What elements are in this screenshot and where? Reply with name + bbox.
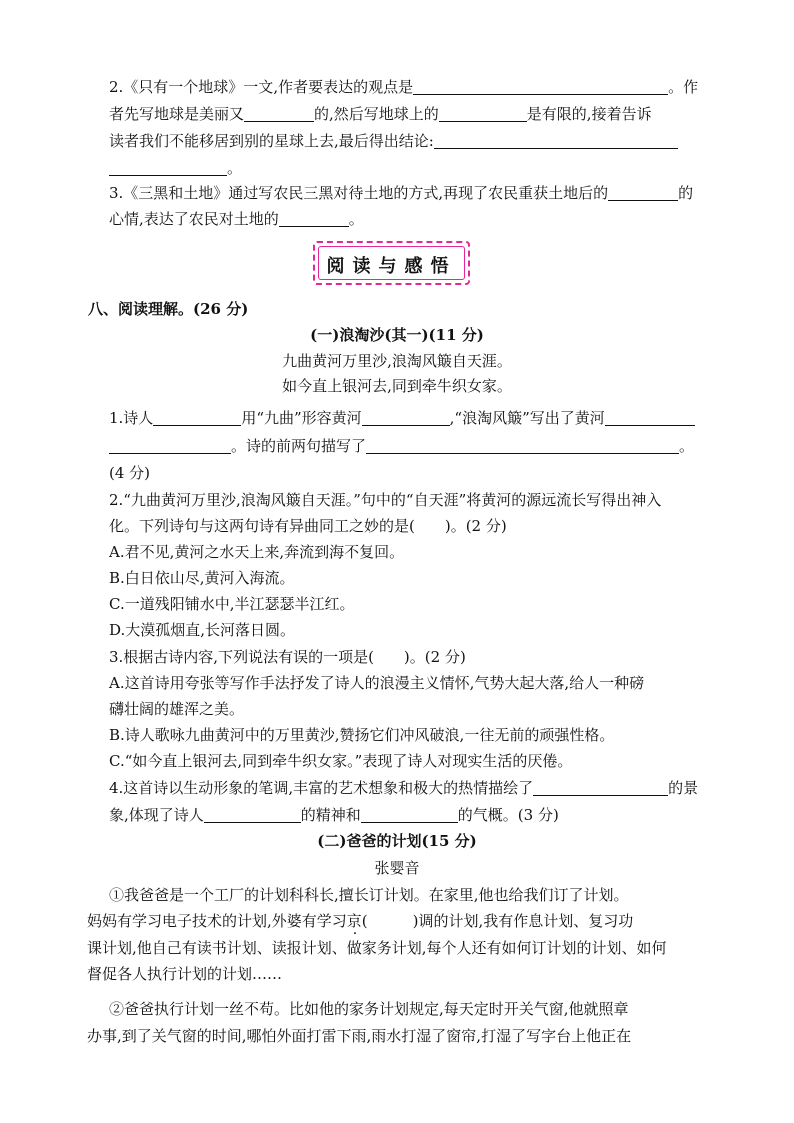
section-title: 阅读与感悟 (326, 256, 457, 277)
dotted-character: 京 (346, 912, 362, 930)
p4-line-2: 象,体现了诗人 的精神和 的气概。(3 分) (109, 806, 559, 824)
p3-option-c[interactable]: C.“如今直上银河去,同到牵牛织女家。”表现了诗人对现实生活的厌倦。 (109, 752, 573, 770)
poem-heading: (一)浪淘沙(其一)(11 分) (310, 326, 484, 344)
answer-blank[interactable] (533, 779, 668, 796)
q2-text: 2.《只有一个地球》一文,作者要表达的观点是 (109, 78, 414, 96)
p2-line-2: 化。下列诗句与这两句诗有异曲同工之妙的是( )。(2 分) (109, 517, 507, 535)
essay-p2-line-1: ②爸爸执行计划一丝不苟。比如他的家务计划规定,每天定时开关气窗,他就照章 (109, 1000, 629, 1018)
p3-line-1: 3.根据古诗内容,下列说法有误的一项是( )。(2 分) (109, 648, 466, 666)
answer-blank[interactable] (244, 105, 314, 122)
answer-blank[interactable] (439, 105, 527, 122)
q3-line-2: 心情,表达了农民对土地的 。 (109, 210, 364, 228)
answer-blank[interactable] (153, 409, 241, 426)
q2-line-4: 。 (109, 158, 242, 178)
p2-line-1: 2.“九曲黄河万里沙,浪淘风簸自天涯。”句中的“自天涯”将黄河的源远流长写得出神入 (109, 491, 662, 509)
answer-blank[interactable] (204, 806, 301, 823)
essay-p1-line-2: 妈妈有学习电子技术的计划,外婆有学习京( )调的计划,我有作息计划、复习功 (87, 912, 634, 930)
p3-option-b[interactable]: B.诗人歌咏九曲黄河中的万里黄沙,赞扬它们冲风破浪,一往无前的顽强性格。 (109, 726, 615, 744)
answer-blank[interactable] (279, 210, 349, 227)
answer-blank[interactable] (109, 159, 227, 176)
essay-p2-line-2: 办事,到了关气窗的时间,哪怕外面打雷下雨,雨水打湿了窗帘,打湿了写字台上他正在 (87, 1027, 632, 1045)
essay-heading: (二)爸爸的计划(15 分) (317, 832, 477, 850)
part8-heading: 八、阅读理解。(26 分) (88, 300, 249, 318)
poem-line-2: 如今直上银河去,同到牵牛织女家。 (282, 377, 512, 395)
answer-blank[interactable] (362, 409, 450, 426)
q2-line-3: 读者我们不能移居到别的星球上去,最后得出结论: (109, 131, 678, 151)
section-title-box (313, 241, 470, 285)
q2-line-1: 2.《只有一个地球》一文,作者要表达的观点是 。作 (109, 78, 699, 96)
q3-line-1: 3.《三黑和土地》通过写农民三黑对待土地的方式,再现了农民重获土地后的 的 (109, 184, 694, 202)
p1-line-2: 。诗的前两句描写了 。 (109, 436, 694, 456)
essay-p1-line-1: ①我爸爸是一个工厂的计划科科长,擅长订计划。在家里,他也给我们订了计划。 (109, 886, 629, 904)
answer-blank[interactable] (413, 78, 668, 95)
p2-option-c[interactable]: C.一道残阳铺水中,半江瑟瑟半江红。 (109, 595, 355, 613)
p3-option-a-line-1[interactable]: A.这首诗用夸张等写作手法抒发了诗人的浪漫主义情怀,气势大起大落,给人一种磅 (109, 674, 645, 692)
q2-line-2: 者先写地球是美丽又 的,然后写地球上的 是有限的,接着告诉 (109, 105, 652, 123)
answer-blank[interactable] (366, 437, 679, 454)
essay-p1-line-3: 课计划,他自己有读书计划、读报计划、做家务计划,每个人还有如何订计划的计划、如何 (87, 939, 667, 957)
answer-blank[interactable] (608, 184, 678, 201)
poem-line-1: 九曲黄河万里沙,浪淘风簸自天涯。 (282, 352, 512, 370)
p4-line-1: 4.这首诗以生动形象的笔调,丰富的艺术想象和极大的热情描绘了 的景 (109, 779, 699, 797)
p2-option-a[interactable]: A.君不见,黄河之水天上来,奔流到海不复回。 (109, 543, 405, 561)
essay-author: 张婴音 (374, 859, 420, 877)
answer-blank[interactable] (434, 132, 678, 149)
p1-score: (4 分) (109, 464, 151, 482)
p3-option-a-line-2: 礴壮阔的雄浑之美。 (109, 700, 245, 718)
answer-blank[interactable] (109, 437, 231, 454)
answer-blank[interactable] (605, 409, 695, 426)
p2-option-d[interactable]: D.大漠孤烟直,长河落日圆。 (109, 621, 296, 639)
essay-p1-line-4: 督促各人执行计划的计划…… (87, 965, 283, 983)
p1-line-1: 1.诗人 用“九曲”形容黄河 ,“浪淘风簸”写出了黄河 (109, 408, 695, 428)
p2-option-b[interactable]: B.白日依山尽,黄河入海流。 (109, 569, 295, 587)
answer-blank[interactable] (361, 806, 458, 823)
